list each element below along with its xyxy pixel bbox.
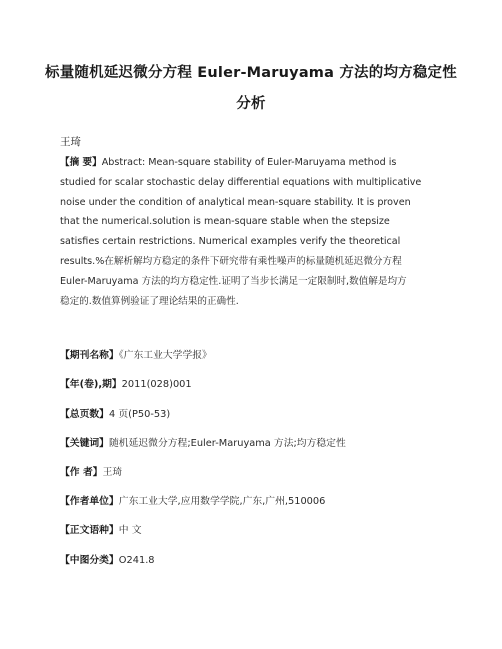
author-name: 王琦 xyxy=(60,136,81,148)
field-label: 【中图分类】 xyxy=(60,555,119,566)
field-label: 【作 者】 xyxy=(60,467,103,478)
abstract-line: satisfies certain restrictions. Numerical examples verify the theoretical xyxy=(60,236,401,248)
field-value: 王琦 xyxy=(102,467,123,478)
field-label: 【作者单位】 xyxy=(60,496,119,507)
field-value: 《广东工业大学学报》 xyxy=(118,350,212,361)
field-label: 【总页数】 xyxy=(60,409,109,420)
field-keywords xyxy=(60,435,346,449)
field-value: 广东工业大学,应用数学学院,广东,广州,510006 xyxy=(118,496,326,507)
field-total-pages xyxy=(60,406,170,420)
abstract-label: 【摘 要】 xyxy=(60,157,102,168)
abstract-block xyxy=(60,153,444,311)
field-label: 【关键词】 xyxy=(60,438,109,449)
title-line-2: 分析 xyxy=(236,96,266,112)
abstract-line: results.%在解析解均方稳定的条件下研究带有乘性噪声的标量随机延迟微分方程 xyxy=(60,255,402,267)
abstract-text: Abstract: Mean-square stability of Euler-Maruyama method is xyxy=(101,157,397,168)
abstract-line xyxy=(60,153,444,173)
field-label: 【年(卷),期】 xyxy=(60,379,122,390)
abstract-line: that the numerical.solution is mean-square stable when the stepsize xyxy=(60,216,390,228)
field-label: 【正文语种】 xyxy=(60,525,119,536)
field-language xyxy=(60,522,142,536)
abstract-line: 稳定的.数值算例验证了理论结果的正确性. xyxy=(60,295,239,307)
field-year-volume-issue xyxy=(60,376,192,390)
abstract-line: Euler-Maruyama 方法的均方稳定性.证明了当步长满足一定限制时,数值解是均方 xyxy=(60,275,407,287)
field-value: 4 页(P50-53) xyxy=(108,409,171,420)
field-value: O241.8 xyxy=(118,555,155,566)
title-line-1: 标量随机延迟微分方程 Euler-Maruyama 方法的均方稳定性 xyxy=(45,65,457,81)
abstract-line: noise under the condition of analytical mean-square stability. It is proven xyxy=(60,196,411,208)
field-value: 2011(028)001 xyxy=(121,379,192,390)
field-author-affiliation xyxy=(60,493,325,507)
abstract-line: studied for scalar stochastic delay differential equations with multiplicative xyxy=(60,176,422,188)
field-value: 随机延迟微分方程;Euler-Maruyama 方法;均方稳定性 xyxy=(108,438,346,449)
field-value: 中 文 xyxy=(118,525,142,536)
field-journal xyxy=(60,347,212,361)
field-author xyxy=(60,464,122,478)
field-classification xyxy=(60,552,155,566)
field-label: 【期刊名称】 xyxy=(60,350,119,361)
